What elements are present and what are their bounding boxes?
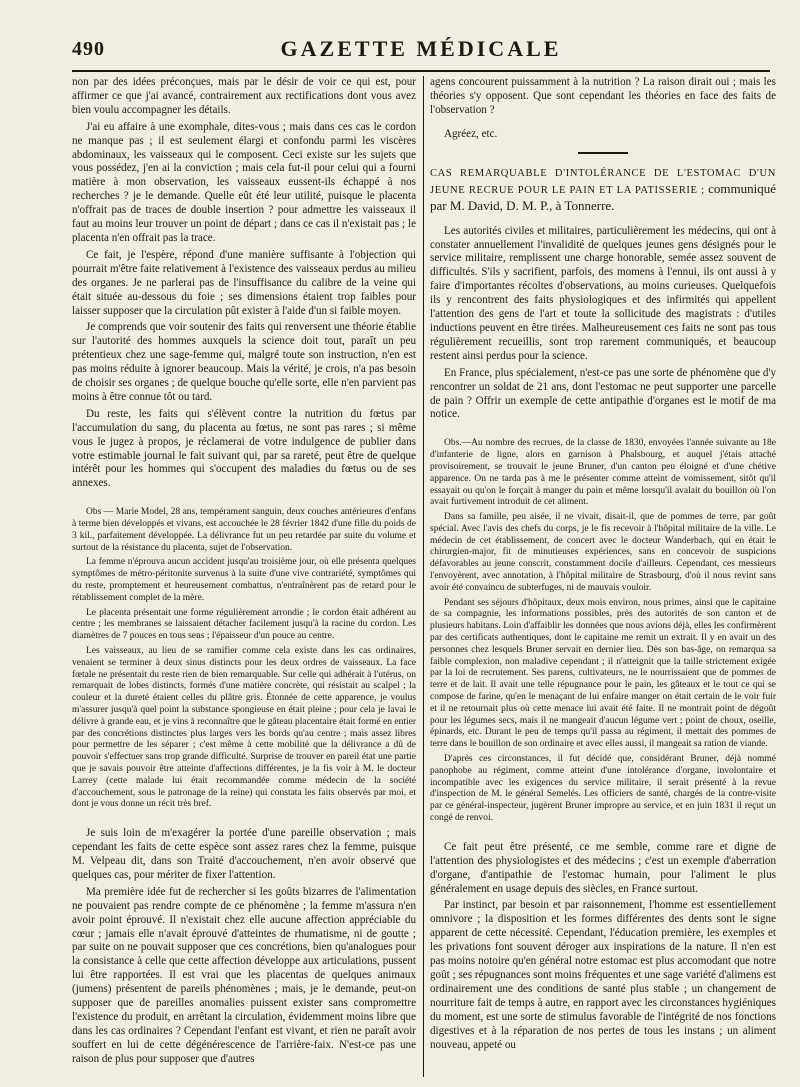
left-column — [72, 76, 416, 1081]
paragraph: Par instinct, par besoin et par raisonnement, l'homme est essentiellement omnivore ; la disposition et les formes différentes des dents sont le signe apparent de cette nécessité. Cependant, l'éducation première, les exemples et les privations font souvent déroger aux inspirations de la nature. Il n'en est pas moins notoire qu'en général notre estomac est plus accomodant que notre goût ; ses répugnances sont moins fréquentes et une sage variété d'alimens est ordinairement une des conditions de santé plus stable ; un changement de nourriture fait de temps à autre, en rapport avec les circonstances hygiéniques du moment, est une sorte de stimulus favorable de l'intégrité de nos fonctions digestives et à la réparation de nos pertes de tous les instans ; un aliment nouveau, appeté ou — [430, 899, 776, 1051]
paragraph: Ce fait peut être présenté, ce me semble, comme rare et digne de l'attention des physiologistes et des médecins ; c'est un exemple d'aberration d'organe, d'antipathie de l'estomac humain, pour l'aliment le plus généralement en usage depuis des siècles, en France surtout. — [430, 840, 776, 895]
paragraph: Ma première idée fut de rechercher si les goûts bizarres de l'alimentation ne pouvaient pas rendre compte de ce phénomène ; la femme m'assura n'en avoir point éprouvé. Il n'existait chez elle aucune affection appréciable du cœur ; jamais elle n'avait éprouvé d'atteintes de rhumatisme, ni de goutte ; par suite on ne pouvait supposer que ces concrétions, bien qu'analogues pour la consistance à celle que cette affection développe aux articulations, pussent lui être rapportées. Il est vrai que les placentas de quelques animaux (jumens) présentent de pareils phénomènes ; mais, je le demande, peut-on supposer que de pareilles anomalies puissent exister sans compromettre l'existence du produit, en arrêtant la circulation, évidemment moins libre que dans les cas ordinaires ? Cependant l'enfant est vivant, et rien ne paraît avoir souffert en lui de cette dégénérescence de l'arrière-faix. N'est-ce pas une raison de plus pour supposer que d'autres — [72, 885, 416, 1065]
section-rule — [578, 152, 628, 154]
paragraph: Les autorités civiles et militaires, particulièrement les médecins, qui ont à constater annuellement l'invalidité de quelques jeunes gens désignés pour le service militaire, remplissent une charge honorable, semée assez souvent de difficultés. S'ils y sacrifient, parfois, des momens à l'ennui, ils ont aussi à y faire d'importantes récoltes d'observations, au moins curieuses. Quelquefois ils y rencontrent des faits physiologiques et des infirmités qui appellent l'attention des gens de l'art et toute la sollicitude des magistrats : d'utiles inductions peuvent en être tirées. Malheureusement ces faits ne sont pas tous régulièrement recueillis, sont trop rarement communiqués, et beaucoup restent ainsi perdus pour la science. — [430, 224, 776, 362]
observation-paragraph: Le placenta présentait une forme régulièrement arrondie ; le cordon était adhérent au centre ; les membranes se laissaient détacher facilement jusqu'à la racine du cordon. Les diamètres de 7 pouces en tous sens ; l'épaisseur d'un pouce au centre. — [72, 607, 416, 642]
paragraph: En France, plus spécialement, n'est-ce pas une sorte de phénomène que d'y rencontrer un soldat de 21 ans, dont l'estomac ne peut supporter une parcelle de pain ? Offrir un exemple de cette antipathie d'organes est le motif de ma notice. — [430, 366, 776, 421]
article-title-caps: CAS REMARQUABLE D'INTOLÉRANCE DE L'ESTOMAC D'UN JEUNE RECRUE POUR LE PAIN ET LA PATISSERIE ; — [430, 167, 776, 196]
article-title — [430, 166, 776, 215]
article-title-byline: communiqué par M. David, D. M. P., à Tonnerre. — [430, 180, 776, 213]
column-divider — [423, 76, 424, 1077]
paragraph: Je suis loin de m'exagérer la portée d'une pareille observation ; mais cependant les faits de cette espèce sont assez rares chez la femme, puisque M. Velpeau dit, dans son Traité d'accouchement, n'en avoir observé que quelques cas, pour mériter de fixer l'attention. — [72, 827, 416, 881]
paragraph: Je comprends que voir soutenir des faits qui renversent une théorie établie sur l'autorité des hommes auxquels la science doit tout, paraît un peu prétentieux chez une sage-femme qui, malgré toute son instruction, n'en est pas moins réduite à ignorer beaucoup. Mais la vérité, je crois, n'a pas besoin de choisir ses organes ; de quelque bouche qu'elle sorte, elle n'en parvient pas moins à être connue tôt ou tard. — [72, 321, 416, 403]
observation-paragraph: La femme n'éprouva aucun accident jusqu'au troisième jour, où elle présenta quelques symptômes de métro-péritonite survenus à la suite d'une vive contrariété, symptômes qui du reste, promptement et heureusement combattus, n'entraînèrent pas de retard pour le rétablissement complet de la mère. — [72, 557, 416, 603]
paragraph: agens concourent puissamment à la nutrition ? La raison dirait oui ; mais les théories s'y opposent. Que sont cependant les théories en face des faits de l'observation ? — [430, 76, 776, 116]
page-number: 490 — [72, 38, 105, 60]
paragraph: J'ai eu affaire à une exomphale, dites-vous ; mais dans ces cas le cordon ne manque pas ; il est seulement élargi et confondu parmi les viscères abdominaux, les vaisseaux qui le composent. Ceci existe sur les sujets que vous possédez, j'en ai la conviction ; mais cela fut-il pour celui qui a fourni matière à mon observation, les vaisseaux eussent-ils échappé à nos recherches ? je le demande. Quelle eût été leur utilité, puisque le placenta n'offrait pas de traces de double insertion ? pour admettre les vaisseaux il faut au moins leur trouver un point de départ ; dans ce cas il n'existait pas ; le placenta n'en offrait pas la trace. — [72, 120, 416, 244]
paragraph: Du reste, les faits qui s'élèvent contre la nutrition du fœtus par l'accumulation du sang, du placenta au fœtus, ne sont pas rares ; si même vous le jugez à propos, je réclamerai de votre indulgence de publier dans votre estimable journal le fait suivant qui, par sa rareté, peut être de quelque intérêt pour les hommes qui s'occupent des maladies du fœtus ou de ses annexes. — [72, 407, 416, 490]
paragraph: non par des idées préconçues, mais par le désir de voir ce qui est, pour affirmer ce que j'ai avancé, contrairement aux rectifications dont vous avez bien voulu accompagner les détails. — [72, 76, 416, 116]
signoff: Agréez, etc. — [444, 127, 498, 140]
observation-paragraph: D'après ces circonstances, il fut décidé que, considérant Bruner, déjà nommé panophobe au régiment, comme atteint d'une intolérance d'organe, involontaire et incompatible avec les exigences du service militaire, il serait présenté à la revue d'inspection de M. le général Semelés. Les officiers de santé, chargés de la contre-visite par ce général-inspecteur, jugèrent Bruner impropre au service, et en juin 1831 il reçut un congé de renvoi. — [430, 754, 776, 824]
page-header — [72, 34, 770, 68]
journal-title: GAZETTE MÉDICALE — [280, 36, 562, 61]
paragraph: Ce fait, je l'espère, répond d'une manière suffisante à l'objection qui pourrait m'être faite relativement à l'existence des vaisseaux perdus au milieu des organes. Je ne parlerai pas de l'insuffisance du calibre de la veine qui était située au-dessous du foie ; ses dimensions étaient trop faibles pour laisser supposer que la circulation pût exister à l'aide d'un si faible moyen. — [72, 248, 416, 317]
right-column — [430, 76, 776, 1081]
header-rule — [72, 70, 770, 72]
observation-paragraph: Les vaisseaux, au lieu de se ramifier comme cela existe dans les cas ordinaires, venaient se terminer à deux sinus distincts pour les deux ordres de vaisseaux. La face fœtale ne présentait du reste rien de bien remarquable. Sur celle qui adhérait à l'utérus, on remarquait de lobes distincts, formés d'une matière concrète, qui résistait au scalpel ; la couleur et la dureté étaient celles du plâtre gris. Étonnée de cette apparence, je voulus m'assurer jusqu'à quel point la substance spongieuse en était pleine ; pour cela je lavai le délivre à grande eau, et je vins à reconnaître que le gâteau placentaire était formé en entier par des concrétions distinctes plus larges vers les bords qu'au centre ; mais assez libres pour permettre de les séparer ; c'est même à cette mobilité que la délivrance a dû de pouvoir s'effectuer sans trop grande difficulté. Surprise de trouver en pareil état une partie que je savais pouvoir être atteinte d'affections différentes, je la fis voir à M. le docteur Larrey (cette malade lui était recommandée comme médecin de la société d'accouchement, sous le patronage de la reine) qui constata les faits observés par moi, et dont je vous donne un récit très bref. — [72, 646, 416, 810]
observation-paragraph: Obs — Marie Model, 28 ans, tempérament sanguin, deux couches antérieures d'enfans à terme bien développés et vivans, est accouchée le 28 février 1842 d'une fille du poids de 3 kil., parfaitement développée. La délivrance fut un peu retardée par suite du volume et surtout de la résistance du placenta, sujet de l'observation. — [72, 507, 416, 553]
observation-paragraph: Pendant ses séjours d'hôpitaux, deux mois environ, nous primes, ainsi que le capitaine de sa compagnie, les informations possibles, près des autorités de son canton et de plusieurs habitans. Loin d'affaiblir les données que nous avions déjà, elles les confirmèrent par des certificats authentiques, dont le capitaine me remit un extrait. Il y en avait un des personnes chez lesquels Bruner servait en dernier lieu. Dès son bas-âge, on remarqua sa faible complexion, non maladive cependant ; il n'atteignit que la taille strictement exigée par la loi de recrutement. Ses parens, cultivateurs, ne le nourrissaient que de pommes de terre et de lait. Il avait une telle répugnance pour le pain, les gâteaux et le tout ce qui se compose de farine, qu'en le menaçant de lui enfaire manger on était certain de le voir fuir et il ne retournait plus où cette menace lui avait été faite. Il ne montrait point de dégoût pour les légumes secs, mais il ne mangeait d'aucun légume vert ; point de choux, oseille, épinards, etc. Durant le peu de temps qu'il passa au régiment, il mettait des pommes de terre dans le bouillon de son ordinaire et avec elles aussi, il mangeait sa ration de viande. — [430, 597, 776, 750]
observation-paragraph: Obs.—Au nombre des recrues, de la classe de 1830, envoyées l'année suivante au 18e d'infanterie de ligne, alors en garnison à Phalsbourg, et auquel j'étais attaché provisoirement, se trouvait le jeune Bruner, d'un canton peu éloigné et d'une chétive apparence. On ne tarda pas à me le présenter comme atteint de vomissement, sitôt qu'il essayait ou qu'on le forçait à manger du pain et même lorsqu'il avalait du bouillon où l'on avait furtivement introduit de cet aliment. — [430, 438, 776, 508]
observation-paragraph: Dans sa famille, peu aisée, il ne vivait, disait-il, que de pommes de terre, par goût spécial. Avec l'avis des chefs du corps, je le fis recevoir à l'hôpital militaire de la ville. Le médecin de cet établissement, de concert avec le docteur Wanderbach, qui en était le chirurgien-major, fit de minutieuses expériences, sans en concevoir de suspicions défavorables au jeune conscrit, constamment docile d'ailleurs. Cependant, ces messieurs l'envoyèrent, avec annotation, à l'hôpital militaire de Strasbourg, d'où il nous revint sans avoir été convaincu de subterfuges, ni de mauvais vouloir. — [430, 512, 776, 593]
